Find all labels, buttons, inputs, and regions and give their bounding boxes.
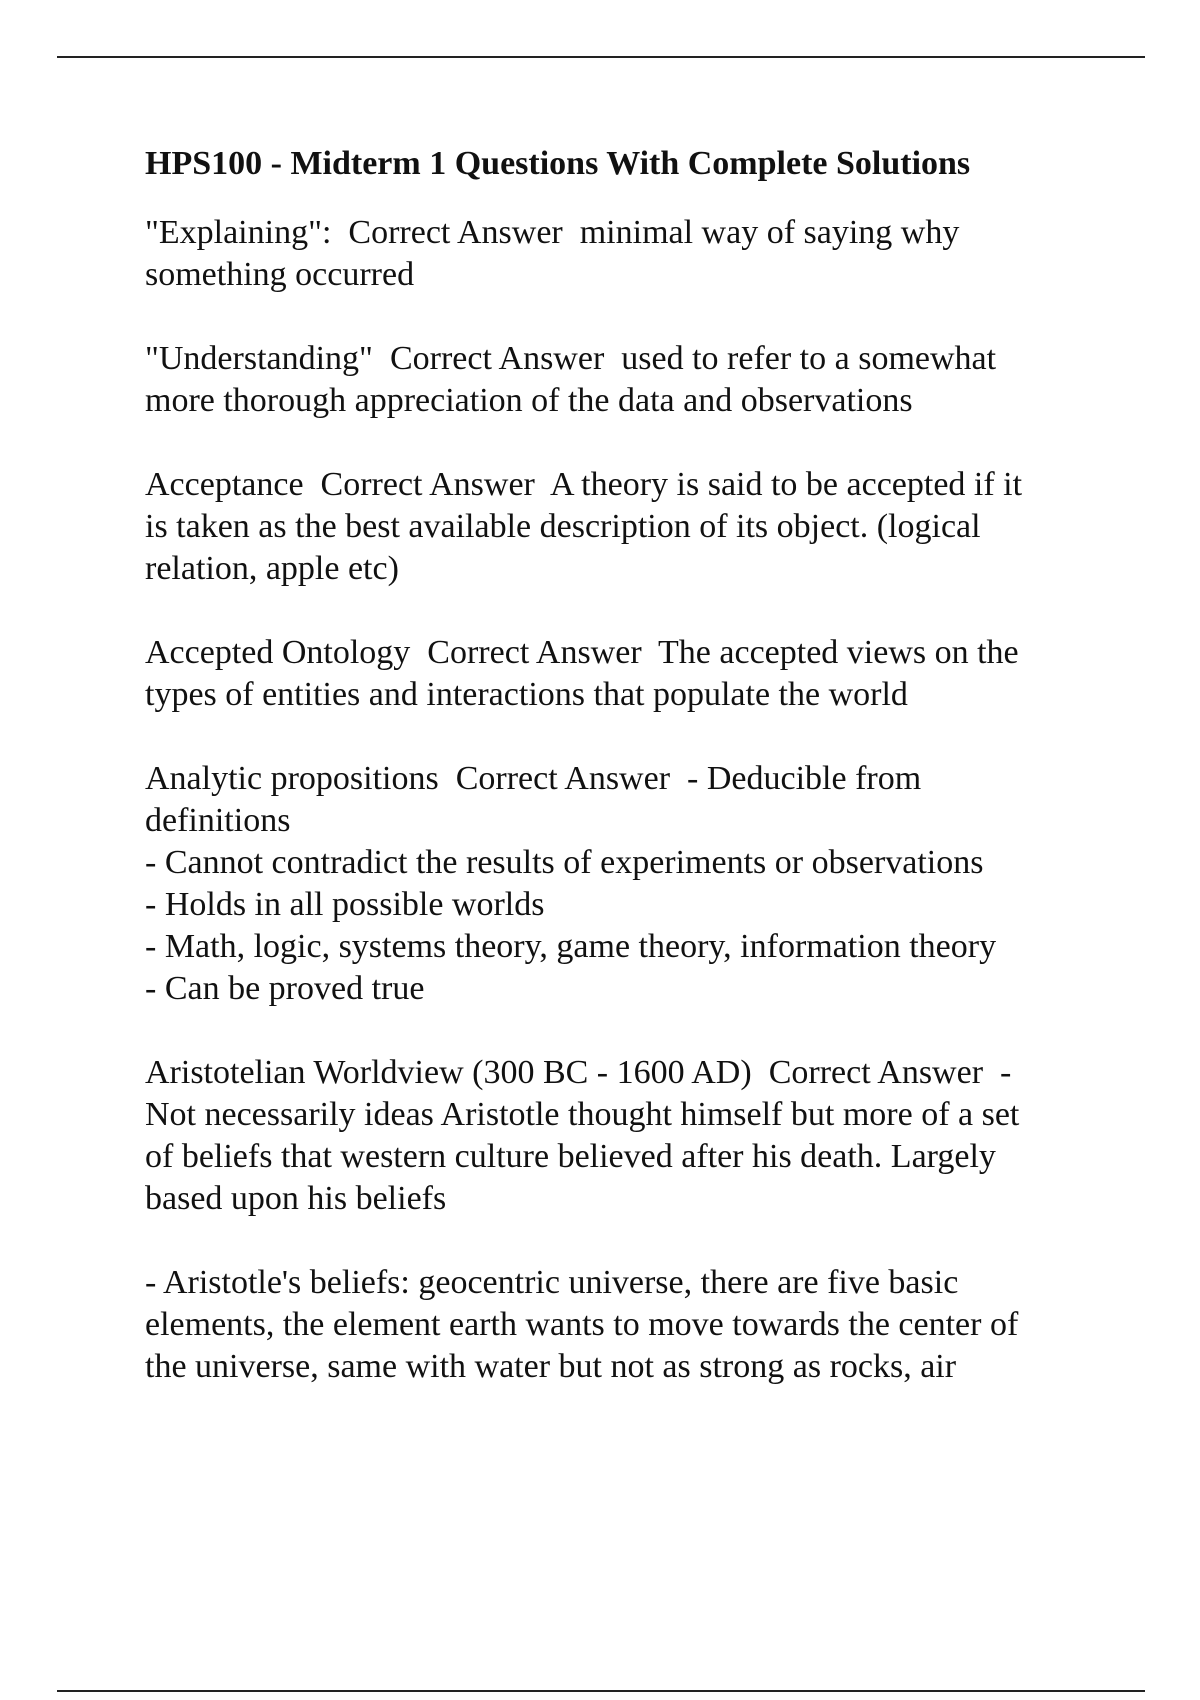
entry-line: Accepted Ontology Correct Answer The accepted views on the [145,634,1019,671]
entry-line: of beliefs that western culture believed after his death. Largely [145,1138,996,1175]
entry-line: based upon his beliefs [145,1180,447,1217]
entry-line: - Aristotle's beliefs: geocentric universe, there are five basic [145,1264,959,1301]
entry-accepted-ontology [145,632,1095,716]
document-body [145,143,1095,1430]
top-rule [57,56,1145,58]
entry-line: types of entities and interactions that populate the world [145,676,908,713]
entry-explaining [145,212,1095,296]
document-title: HPS100 - Midterm 1 Questions With Complete Solutions [145,145,971,182]
entry-analytic-propositions [145,758,1095,1010]
entry-line: Not necessarily ideas Aristotle thought himself but more of a set [145,1096,1020,1133]
entry-line: - Cannot contradict the results of experiments or observations [145,844,984,881]
bottom-rule [57,1690,1145,1692]
entry-line: "Explaining": Correct Answer minimal way of saying why [145,214,960,251]
entry-acceptance [145,464,1095,590]
entry-line: Analytic propositions Correct Answer - Deducible from [145,760,922,797]
entry-line: definitions [145,802,291,839]
entry-line: is taken as the best available description of its object. (logical [145,508,981,545]
entry-line: something occurred [145,256,415,293]
entry-line: "Understanding" Correct Answer used to refer to a somewhat [145,340,997,377]
entry-line: - Can be proved true [145,970,425,1007]
entry-line: relation, apple etc) [145,550,399,587]
entry-understanding [145,338,1095,422]
entry-line: elements, the element earth wants to move towards the center of [145,1306,1019,1343]
entry-line: - Holds in all possible worlds [145,886,545,923]
entry-line: Aristotelian Worldview (300 BC - 1600 AD) Correct Answer - [145,1054,1012,1091]
entry-line: Acceptance Correct Answer A theory is said to be accepted if it [145,466,1023,503]
entry-line: - Math, logic, systems theory, game theory, information theory [145,928,997,965]
entry-aristotelian-worldview [145,1052,1095,1220]
entry-line: the universe, same with water but not as strong as rocks, air [145,1348,957,1385]
entry-aristotles-beliefs [145,1262,1095,1388]
entry-line: more thorough appreciation of the data and observations [145,382,913,419]
